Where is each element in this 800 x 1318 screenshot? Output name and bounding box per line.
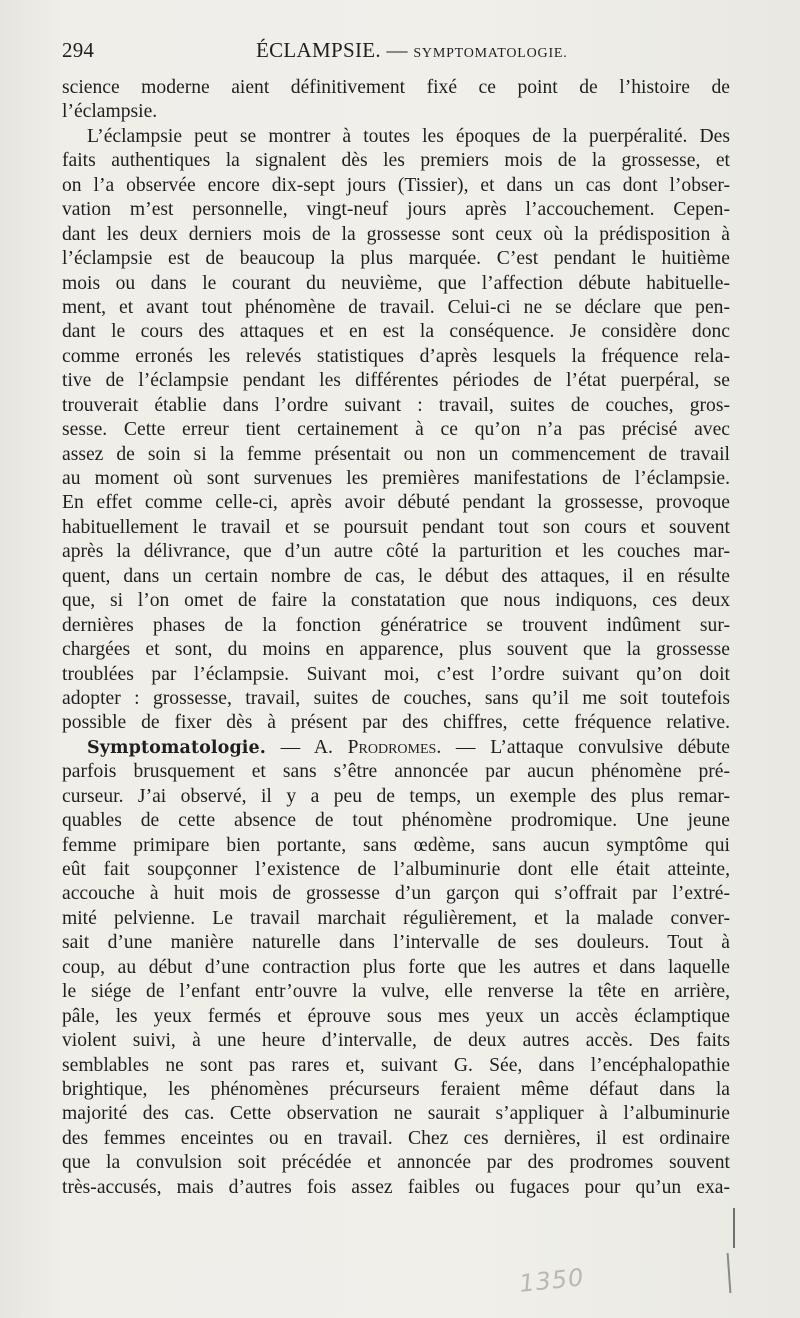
text-line: très-accusés, mais d’autres fois assez faibles ou fugaces pour qu’un exa- [62, 1176, 730, 1198]
text-line: on l’a observée encore dix-sept jours (Tissier), et dans un cas dont l’obser- [62, 174, 730, 196]
text-line: troublées par l’éclampsie. Suivant moi, c’est l’ordre suivant qu’on doit [62, 663, 730, 685]
text-line: que, si l’on omet de faire la constatation que nous indiquons, ces deux [62, 590, 730, 612]
text-line: tive de l’éclampsie pendant les différentes périodes de l’état puerpéral, se [62, 370, 730, 392]
text-line: comme erronés les relevés statistiques d’après lesquels la fréquence rela- [62, 345, 730, 367]
text-line: habituellement le travail et se poursuit pendant tout son cours et souvent [62, 516, 730, 538]
text-line: majorité des cas. Cette observation ne saurait s’appliquer à l’albuminurie [62, 1103, 730, 1125]
section-dash: — A. [265, 736, 348, 758]
text-line: ment, et avant tout phénomène de travail. Celui-ci ne se déclare que pen- [62, 296, 730, 318]
section-heading-line [62, 736, 730, 760]
text-line: pâle, les yeux fermés et éprouve sous mes yeux un accès éclamptique [62, 1005, 730, 1027]
text-line: quent, dans un certain nombre de cas, le début des attaques, il en résulte [62, 565, 730, 587]
page-header [62, 38, 732, 68]
text-line: dant le cours des attaques et en est la conséquence. Je considère donc [62, 321, 730, 343]
text-line: violent suivi, à une heure d’intervalle, de deux autres accès. Des faits [62, 1030, 730, 1052]
text-line: faits authentiques la signalent dès les premiers mois de la grossesse, et [62, 150, 730, 172]
text-line: dernières phases de la fonction génératrice se trouvent indûment sur- [62, 614, 730, 636]
section-heading: Symptomatologie. [87, 737, 266, 758]
text-line: dant les deux derniers mois de la grossesse sont ceux où la prédisposition à [62, 223, 730, 245]
text-line: le siége de l’enfant entr’ouvre la vulve, elle renverse la tête en arrière, [62, 981, 730, 1003]
margin-ink-mark [727, 1253, 732, 1293]
text-line: l’éclampsie. [62, 101, 158, 123]
text-line: au moment où sont survenues les premières manifestations de l’éclampsie. [62, 468, 730, 489]
section-subheading: Prodromes. [347, 736, 442, 758]
text-line: des femmes enceintes ou en travail. Chez ces dernières, il est ordinaire [62, 1127, 730, 1149]
text-line: l’éclampsie est de beaucoup la plus marquée. C’est pendant le huitième [62, 248, 730, 270]
page-number: 294 [62, 38, 95, 62]
running-title-sub: SYMPTOMATOLOGIE. [413, 46, 568, 61]
text-line: En effet comme celle-ci, après avoir débuté pendant la grossesse, provoque [62, 492, 730, 514]
text-line: assez de soin si la femme présentait ou non un commencement de travail [62, 443, 730, 465]
text-line: mois ou dans le courant du neuvième, que l’affection débute habituelle- [62, 272, 730, 294]
text-line: eût fait soupçonner l’existence de l’albuminurie dont elle était atteinte, [62, 859, 730, 880]
text-line: mité pelvienne. Le travail marchait régulièrement, et la malade conver- [62, 907, 730, 929]
body-text [62, 76, 730, 1200]
text-line: coup, au début d’une contraction plus forte que les autres et dans laquelle [62, 956, 730, 978]
text-line: que la convulsion soit précédée et annoncée par des prodromes souvent [62, 1152, 730, 1174]
text-line: adopter : grossesse, travail, suites de couches, sans qu’il me soit toutefois [62, 687, 730, 709]
running-title [256, 38, 568, 63]
text-line: femme primipare bien portante, sans œdème, sans aucun symptôme qui [62, 834, 730, 856]
text-line: sait d’une manière naturelle dans l’intervalle de ses douleurs. Tout à [62, 932, 730, 954]
faded-stamp: 1350 [518, 1263, 586, 1298]
text-line: semblables ne sont pas rares et, suivant G. Sée, dans l’encéphalopathie [62, 1054, 730, 1076]
running-title-main: ÉCLAMPSIE. — [256, 38, 408, 62]
text-line: chargées et sont, du moins en apparence, plus souvent que la grossesse [62, 639, 730, 661]
text-line: parfois brusquement et sans s’être annoncée par aucun phénomène pré- [62, 761, 730, 783]
text-line: accouche à huit mois de grossesse d’un garçon qui s’offrait par l’extré- [62, 883, 730, 905]
text-line: brightique, les phénomènes précurseurs feraient même défaut dans la [62, 1078, 730, 1100]
text-line: quables de cette absence de tout phénomène prodromique. Une jeune [62, 810, 730, 832]
text-line: L’éclampsie peut se montrer à toutes les époques de la puerpéralité. Des [87, 125, 730, 147]
margin-ink-mark [733, 1208, 735, 1248]
text-line: vation m’est personnelle, vingt-neuf jours après l’accouchement. Cepen- [62, 199, 730, 221]
text-line: après la délivrance, que d’un autre côté la parturition et les couches mar- [62, 541, 730, 563]
text-line: science moderne aient définitivement fixé ce point de l’histoire de [62, 77, 730, 98]
text-line: sesse. Cette erreur tient certainement à ce qu’on n’a pas précisé avec [62, 419, 730, 441]
text-line: trouverait établie dans l’ordre suivant : travail, suites de couches, gros- [62, 394, 730, 416]
text-line: possible de fixer dès à présent par des chiffres, cette fréquence relative. [62, 712, 730, 734]
text-line: curseur. J’ai observé, il y a peu de temps, un exemple des plus remar- [62, 785, 730, 807]
section-heading-rest: — L’attaque convulsive débute [441, 736, 730, 758]
